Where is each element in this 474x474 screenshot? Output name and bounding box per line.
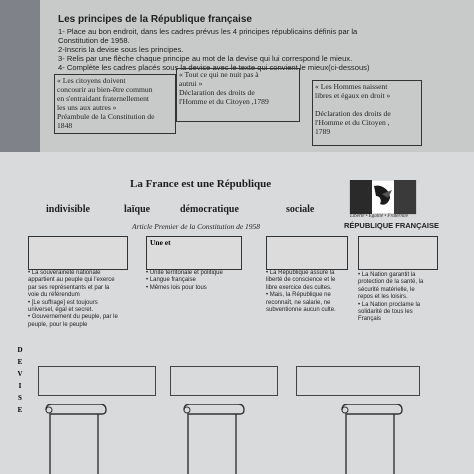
principle-answer-box-1[interactable] <box>28 236 128 270</box>
devise-letter: V <box>17 370 23 378</box>
principle-answer-box-2[interactable] <box>146 236 242 270</box>
devise-letter: D <box>17 346 23 354</box>
bullet-list-sociale: • La Nation garantit la protection de la santé, la sécurité matérielle, le repos et les loisirs. • La Nation proclame la solidarité de tous les Français <box>358 272 424 323</box>
bullet-list-indivisible: • Unité territoriale et politique • Langue française • Mêmes lois pour tous <box>146 270 223 291</box>
republique-francaise-logo <box>336 180 440 232</box>
principle-answer-box-4[interactable] <box>358 236 438 270</box>
logo-name: RÉPUBLIQUE FRANÇAISE <box>344 221 440 230</box>
devise-answer-box-3[interactable] <box>296 366 420 396</box>
quote-box-egalite: « Les Hommes naissent libres et égaux en droit » Déclaration des droits de l'Homme et du Citoyen , 1789 <box>312 80 422 146</box>
instruction-line-1: 1- Place au bon endroit, dans les cadres prévus les 4 principes républicains définis par la <box>58 27 358 36</box>
bullet-list-laique: • La République assure la liberté de conscience et le libre exercice des cultes. • Mais, la République ne reconnaît, ne salarie, ne subventionne aucun culte. <box>266 270 336 314</box>
principle-sociale: sociale <box>286 204 315 215</box>
scroll-frame-1[interactable] <box>40 404 108 474</box>
worksheet-title: Les principes de la République française <box>58 14 252 25</box>
instruction-line-5: 4- Complète les cadres placés sous la devise avec le texte qui convient le mieux(ci-dessous) <box>58 63 370 72</box>
instruction-line-3: 2-Inscris la devise sous les principes. <box>58 45 184 54</box>
principle-answer-box-3[interactable] <box>266 236 348 270</box>
principle-laique: laïque <box>124 204 151 215</box>
instruction-line-4: 3- Relis par une flèche chaque principe au mot de la devise qui lui correspond le mieux. <box>58 54 353 63</box>
devise-letter: E <box>17 406 23 414</box>
scroll-frame-2[interactable] <box>178 404 246 474</box>
box-prefilled-label: Une et <box>150 238 171 247</box>
devise-vertical-label <box>15 344 25 416</box>
bullet-list-democratique: • La souveraineté nationale appartient au peuple qui l'exerce par ses représentants et par la voie du référendum • [Le suffrage] est toujours universel, égal et secret. • Gouvernement du peuple, par le peuple, pour le peuple <box>28 270 118 328</box>
article-reference: Article Premier de la Constitution de 1958 <box>132 222 261 231</box>
devise-answer-box-2[interactable] <box>170 366 278 396</box>
instruction-line-2: Constitution de 1958. <box>58 36 130 45</box>
principle-democratique: démocratique <box>180 204 239 215</box>
scroll-frame-3[interactable] <box>336 404 404 474</box>
devise-answer-box-1[interactable] <box>38 366 156 396</box>
devise-letter: I <box>18 382 22 390</box>
quote-box-fraternite: « Les citoyens doivent concourir au bien-être commun en s'entraidant fraternellement les uns aux autres » Préambule de la Constitution de 1848 <box>54 74 176 134</box>
logo-motto: Liberté • Égalité • Fraternité <box>350 214 408 219</box>
principle-indivisible: indivisible <box>46 204 90 215</box>
quote-box-liberte: « Tout ce qui ne nuit pas à autrui » Déclaration des droits de l'Homme et du Citoyen ,1789 <box>176 68 300 122</box>
devise-letter: S <box>18 394 22 402</box>
devise-letter: E <box>17 358 23 366</box>
page-heading: La France est une République <box>130 178 272 190</box>
